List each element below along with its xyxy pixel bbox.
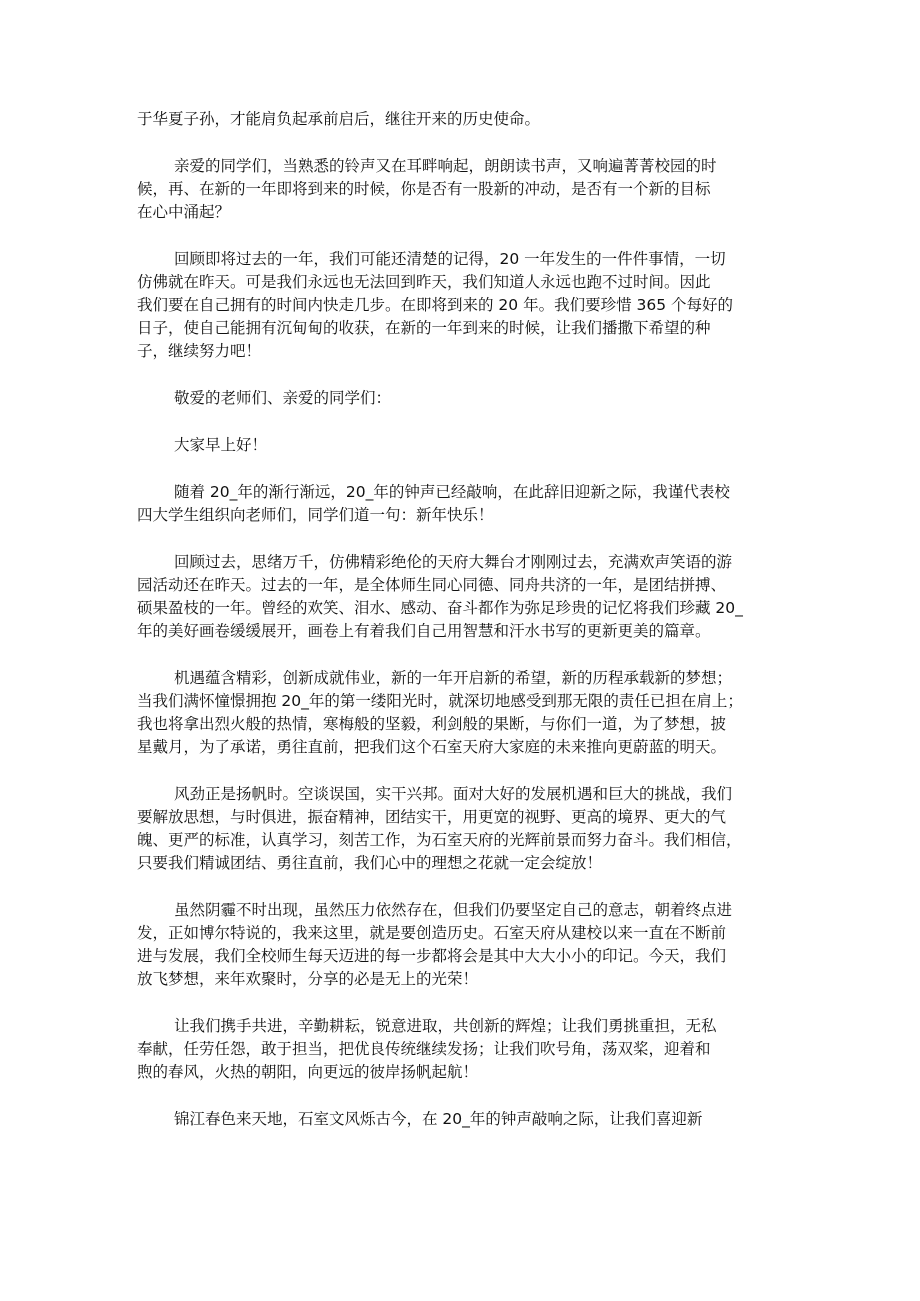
- text-line: 星戴月，为了承诺，勇往直前，把我们这个石室天府大家庭的未来推向更蔚蓝的明天。: [137, 738, 727, 756]
- text-line: 四大学生组织向老师们，同学们道一句：新年快乐！: [137, 506, 494, 524]
- text-line: 我们要在自己拥有的时间内快走几步。在即将到来的 20 年。我们要珍惜 365 个每好的: [137, 296, 734, 314]
- text-line: 奉献，任劳任怨，敢于担当，把优良传统继续发扬；让我们吹号角，荡双桨，迎着和: [137, 1040, 711, 1058]
- paragraph: [137, 1108, 797, 1131]
- paragraph: [137, 155, 797, 224]
- text-line: 让我们携手共进，辛勤耕耘，锐意进取，共创新的辉煌；让我们勇挑重担，无私: [174, 1017, 717, 1035]
- paragraph: [137, 667, 797, 759]
- text-line: 要解放思想，与时俱进，振奋精神，团结实干，用更宽的视野、更高的境界、更大的气: [137, 808, 727, 826]
- text-line: 当我们满怀憧憬拥抱 20_年的第一缕阳光时，就深切地感受到那无限的责任已担在肩上；: [137, 692, 743, 710]
- paragraph: [137, 551, 797, 643]
- text-line: 回顾即将过去的一年，我们可能还清楚的记得，20 一年发生的一件件事情，一切: [174, 250, 726, 268]
- document-body: [137, 108, 797, 1155]
- text-line: 于华夏子孙，才能肩负起承前启后，继往开来的历史使命。: [137, 110, 541, 128]
- text-line: 我也将拿出烈火般的热情，寒梅般的坚毅，利剑般的果断，与你们一道，为了梦想，披: [137, 715, 727, 733]
- text-line: 放飞梦想，来年欢聚时，分享的必是无上的光荣！: [137, 970, 479, 988]
- text-line: 回顾过去，思绪万千，仿佛精彩绝伦的天府大舞台才刚刚过去，充满欢声笑语的游: [174, 553, 733, 571]
- text-line: 候，再、在新的一年即将到来的时候，你是否有一股新的冲动，是否有一个新的目标: [137, 180, 711, 198]
- text-line: 虽然阴霾不时出现，虽然压力依然存在，但我们仍要坚定自己的意志，朝着终点进: [174, 901, 733, 919]
- text-line: 发，正如博尔特说的，我来这里，就是要创造历史。石室天府从建校以来一直在不断前: [137, 924, 727, 942]
- paragraph: [137, 434, 797, 457]
- text-line: 只要我们精诚团结、勇往直前，我们心中的理想之花就一定会绽放！: [137, 854, 603, 872]
- text-line: 硕果盈枝的一年。曾经的欢笑、泪水、感动、奋斗都作为弥足珍贵的记忆将我们珍藏 20_: [137, 599, 743, 617]
- paragraph: [137, 248, 797, 363]
- paragraph: [137, 783, 797, 875]
- text-line: 大家早上好！: [174, 436, 268, 454]
- text-line: 进与发展，我们全校师生每天迈进的每一步都将会是其中大大小小的印记。今天，我们: [137, 947, 727, 965]
- paragraph: [137, 481, 797, 527]
- text-line: 在心中涌起？: [137, 203, 231, 221]
- text-line: 园活动还在昨天。过去的一年，是全体师生同心同德、同舟共济的一年，是团结拼搏、: [137, 576, 727, 594]
- text-line: 随着 20_年的渐行渐远，20_年的钟声已经敲响，在此辞旧迎新之际，我谨代表校: [174, 483, 730, 501]
- text-line: 亲爱的同学们，当熟悉的铃声又在耳畔响起，朗朗读书声，又响遍菁菁校园的时: [174, 157, 717, 175]
- text-line: 年的美好画卷缓缓展开，画卷上有着我们自己用智慧和汗水书写的更新更美的篇章。: [137, 622, 711, 640]
- text-line: 煦的春风，火热的朝阳，向更远的彼岸扬帆起航！: [137, 1063, 479, 1081]
- text-line: 子，继续努力吧！: [137, 342, 262, 360]
- text-line: 机遇蕴含精彩，创新成就伟业，新的一年开启新的希望，新的历程承载新的梦想；: [174, 669, 733, 687]
- text-line: 敬爱的老师们、亲爱的同学们：: [174, 389, 392, 407]
- paragraph: [137, 387, 797, 410]
- paragraph: [137, 1015, 797, 1084]
- text-line: 仿佛就在昨天。可是我们永远也无法回到昨天，我们知道人永远也跑不过时间。因此: [137, 273, 711, 291]
- text-line: 风劲正是扬帆时。空谈误国，实干兴邦。面对大好的发展机遇和巨大的挑战，我们: [174, 785, 733, 803]
- paragraph: [137, 108, 797, 131]
- paragraph: [137, 899, 797, 991]
- text-line: 锦江春色来天地，石室文风烁古今，在 20_年的钟声敲响之际，让我们喜迎新: [174, 1110, 703, 1128]
- text-line: 魄、更严的标准，认真学习，刻苦工作，为石室天府的光辉前景而努力奋斗。我们相信，: [137, 831, 742, 849]
- text-line: 日子，使自己能拥有沉甸甸的收获，在新的一年到来的时候，让我们播撒下希望的种: [137, 319, 711, 337]
